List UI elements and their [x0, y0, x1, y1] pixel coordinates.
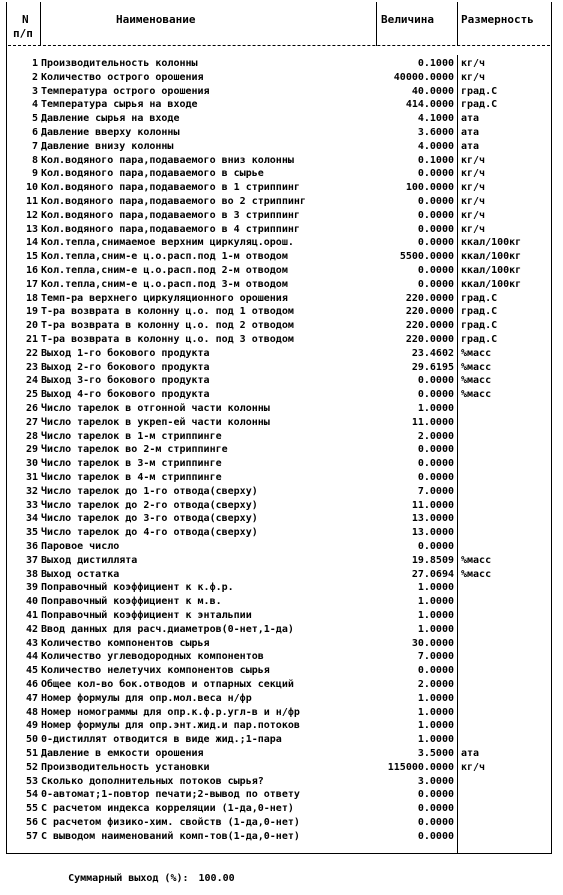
row-number: 3 — [31, 85, 38, 97]
row-number: 50 — [25, 734, 38, 746]
table-row — [0, 181, 563, 195]
row-value: 0.0000 — [417, 196, 454, 207]
row-name: Т-ра возврата в колонну ц.о. под 1 отводом — [41, 306, 294, 318]
table-row — [0, 595, 563, 609]
table-row — [0, 223, 563, 237]
row-number: 30 — [25, 458, 38, 470]
row-name: Паровое число — [41, 541, 120, 552]
row-value: 414.0000 — [405, 99, 454, 111]
table-row — [0, 264, 563, 278]
row-unit: град.С — [461, 306, 498, 318]
row-number: 2 — [31, 71, 38, 83]
row-number: 56 — [25, 817, 38, 828]
frame-bottom — [6, 853, 552, 854]
header-divider — [8, 45, 550, 46]
header-unit: Размерность — [461, 13, 534, 26]
row-number: 33 — [25, 499, 38, 511]
row-number: 7 — [31, 140, 38, 152]
row-unit: град.С — [461, 99, 498, 111]
table-row — [0, 57, 563, 71]
row-value: 0.1000 — [417, 154, 454, 166]
row-unit: град.С — [461, 334, 498, 345]
row-value: 115000.0000 — [387, 761, 454, 773]
row-name: Количество нелетучих компонентов сырья — [41, 665, 270, 677]
row-number: 29 — [25, 444, 38, 456]
row-value: 30.0000 — [411, 637, 454, 649]
table-row — [0, 802, 563, 816]
table-row — [0, 747, 563, 761]
row-value: 29.6195 — [411, 361, 454, 373]
table-row — [0, 292, 563, 306]
row-value: 3.6000 — [417, 127, 454, 138]
row-number: 24 — [25, 375, 38, 387]
row-name: Количество компонентов сырья — [41, 637, 210, 649]
row-number: 41 — [25, 610, 38, 621]
table-row — [0, 457, 563, 471]
table-row — [0, 775, 563, 789]
row-number: 32 — [25, 485, 38, 497]
row-number: 16 — [25, 265, 38, 276]
table-row — [0, 126, 563, 140]
row-unit: кг/ч — [461, 71, 486, 83]
row-number: 22 — [25, 347, 38, 359]
row-value: 1.0000 — [417, 596, 454, 608]
row-unit: %масс — [461, 347, 492, 359]
row-value: 7.0000 — [417, 651, 454, 663]
row-value: 0.0000 — [417, 817, 454, 828]
table-row — [0, 167, 563, 181]
header-name: Наименование — [116, 13, 196, 26]
row-unit: кг/ч — [461, 58, 486, 69]
row-value: 0.0000 — [417, 265, 454, 276]
table-row — [0, 830, 563, 844]
row-value: 4.0000 — [417, 140, 454, 152]
row-number: 13 — [25, 223, 38, 235]
table-row — [0, 209, 563, 223]
row-number: 12 — [25, 209, 38, 221]
row-number: 57 — [25, 830, 38, 842]
row-name: Кол.водяного пара,подаваемого в 4 стриппинг — [41, 223, 300, 235]
row-value: 220.0000 — [405, 320, 454, 332]
row-number: 34 — [25, 513, 38, 525]
header-num-1: N — [22, 13, 29, 26]
row-number: 37 — [25, 554, 38, 566]
row-value: 100.0000 — [405, 182, 454, 194]
row-name: Темп-ра верхнего циркуляционного орошения — [41, 292, 288, 304]
row-unit: ккал/100кг — [461, 237, 522, 249]
row-value: 40.0000 — [411, 85, 454, 97]
row-value: 0.0000 — [417, 789, 454, 801]
row-name: Кол.тепла,сним-е ц.о.расп.под 1-м отводом — [41, 251, 288, 263]
row-number: 5 — [31, 113, 38, 125]
table-row — [0, 664, 563, 678]
row-number: 31 — [25, 472, 38, 483]
row-value: 3.5000 — [417, 748, 454, 759]
row-number: 36 — [25, 541, 38, 552]
row-name: Давление вверху колонны — [41, 127, 180, 138]
row-name: Число тарелок до 1-го отвода(сверху) — [41, 485, 258, 497]
table-row — [0, 499, 563, 513]
row-name: Температура сырья на входе — [41, 99, 198, 111]
table-row — [0, 761, 563, 775]
table-row — [0, 374, 563, 388]
row-number: 28 — [25, 430, 38, 442]
row-name: Т-ра возврата в колонну ц.о. под 3 отводом — [41, 334, 294, 345]
table-row — [0, 733, 563, 747]
row-number: 38 — [25, 568, 38, 580]
row-value: 7.0000 — [417, 485, 454, 497]
row-value: 1.0000 — [417, 706, 454, 718]
row-number: 52 — [25, 761, 38, 773]
row-value: 0.0000 — [417, 803, 454, 815]
row-name: С выводом наименований комп-тов(1-да,0-нет) — [41, 830, 300, 842]
row-name: Число тарелок в 1-м стриппинге — [41, 430, 222, 442]
table-row — [0, 388, 563, 402]
row-name: Количество углеводородных компонентов — [41, 651, 264, 663]
row-name: Выход 1-го бокового продукта — [41, 347, 210, 359]
row-unit: кг/ч — [461, 223, 486, 235]
row-number: 15 — [25, 251, 38, 263]
row-name: Производительность колонны — [41, 58, 198, 69]
table-row — [0, 609, 563, 623]
table-row — [0, 154, 563, 168]
row-value: 0.0000 — [417, 278, 454, 290]
table-row — [0, 361, 563, 375]
row-name: Кол.тепла,сним-е ц.о.расп.под 2-м отводом — [41, 265, 288, 276]
table-row — [0, 719, 563, 733]
row-name: Т-ра возврата в колонну ц.о. под 2 отводом — [41, 320, 294, 332]
header-num-2: п/п — [13, 27, 33, 40]
row-number: 10 — [25, 182, 38, 194]
row-number: 40 — [25, 596, 38, 608]
table-row — [0, 319, 563, 333]
table-row — [0, 788, 563, 802]
table-row — [0, 140, 563, 154]
row-number: 53 — [25, 775, 38, 787]
row-value: 0.0000 — [417, 209, 454, 221]
row-name: Кол.водяного пара,подаваемого вниз колонны — [41, 154, 294, 166]
row-value: 13.0000 — [411, 527, 454, 539]
row-name: Поправочный коэффициент к к.ф.р. — [41, 582, 234, 594]
row-value: 13.0000 — [411, 513, 454, 525]
row-name: Выход дистиллята — [41, 554, 138, 566]
table-row — [0, 706, 563, 720]
table-row — [0, 623, 563, 637]
row-unit: %масс — [461, 361, 492, 373]
table-row — [0, 650, 563, 664]
table-row — [0, 526, 563, 540]
row-value: 220.0000 — [405, 334, 454, 345]
row-value: 11.0000 — [411, 499, 454, 511]
row-number: 35 — [25, 527, 38, 539]
row-value: 0.0000 — [417, 665, 454, 677]
table-row — [0, 195, 563, 209]
row-number: 47 — [25, 692, 38, 704]
row-number: 1 — [31, 58, 38, 69]
table-row — [0, 85, 563, 99]
table-row — [0, 416, 563, 430]
table-row — [0, 485, 563, 499]
row-value: 0.0000 — [417, 168, 454, 180]
row-value: 0.1000 — [417, 58, 454, 69]
row-value: 0.0000 — [417, 541, 454, 552]
row-name: Выход 2-го бокового продукта — [41, 361, 210, 373]
row-name: Давление сырья на входе — [41, 113, 180, 125]
row-value: 220.0000 — [405, 306, 454, 318]
row-value: 1.0000 — [417, 403, 454, 414]
row-name: Давление внизу колонны — [41, 140, 174, 152]
row-number: 17 — [25, 278, 38, 290]
row-number: 4 — [31, 99, 38, 111]
total-yield-value: 100.00 — [198, 873, 235, 884]
row-unit: кг/ч — [461, 154, 486, 166]
row-value: 0.0000 — [417, 458, 454, 470]
row-name: Кол.водяного пара,подаваемого в 1 стриппинг — [41, 182, 300, 194]
row-unit: ккал/100кг — [461, 265, 522, 276]
table-row — [0, 554, 563, 568]
row-unit: кг/ч — [461, 196, 486, 207]
row-number: 27 — [25, 416, 38, 428]
row-number: 23 — [25, 361, 38, 373]
row-name: С расчетом индекса корреляции (1-да,0-нет) — [41, 803, 294, 815]
row-unit: ата — [461, 140, 480, 152]
row-name: Кол.тепла,снимаемое верхним циркуляц.орош. — [41, 237, 294, 249]
row-name: Число тарелок до 3-го отвода(сверху) — [41, 513, 258, 525]
row-name: Число тарелок в укреп-ей части колонны — [41, 416, 270, 428]
sep-num — [40, 2, 41, 46]
row-number: 46 — [25, 679, 38, 690]
row-number: 20 — [25, 320, 38, 332]
row-number: 39 — [25, 582, 38, 594]
row-unit: град.С — [461, 292, 498, 304]
table-row — [0, 347, 563, 361]
total-yield — [44, 862, 245, 895]
row-value: 5500.0000 — [399, 251, 454, 263]
row-name: Ввод данных для расч.диаметров(0-нет,1-да) — [41, 623, 294, 635]
row-unit: %масс — [461, 375, 492, 387]
row-value: 1.0000 — [417, 582, 454, 594]
row-value: 2.0000 — [417, 430, 454, 442]
sep-name — [376, 2, 377, 46]
row-unit: град.С — [461, 85, 498, 97]
row-number: 42 — [25, 623, 38, 635]
row-number: 8 — [31, 154, 38, 166]
row-unit: %масс — [461, 568, 492, 580]
table-row — [0, 678, 563, 692]
row-number: 18 — [25, 292, 38, 304]
row-name: Номер номограммы для опр.к.ф.р.угл-в и н/фр — [41, 706, 300, 718]
table-row — [0, 236, 563, 250]
table-row — [0, 637, 563, 651]
row-unit: кг/ч — [461, 761, 486, 773]
row-number: 45 — [25, 665, 38, 677]
row-name: Выход 4-го бокового продукта — [41, 389, 210, 401]
table-row — [0, 402, 563, 416]
row-value: 0.0000 — [417, 830, 454, 842]
row-name: Кол.тепла,сним-е ц.о.расп.под 3-м отводом — [41, 278, 288, 290]
table-row — [0, 305, 563, 319]
table-row — [0, 540, 563, 554]
row-value: 3.0000 — [417, 775, 454, 787]
row-value: 19.8509 — [411, 554, 454, 566]
row-value: 1.0000 — [417, 623, 454, 635]
table-row — [0, 471, 563, 485]
row-value: 0.0000 — [417, 444, 454, 456]
row-unit: ккал/100кг — [461, 251, 522, 263]
header-value: Величина — [381, 13, 434, 26]
row-unit: град.С — [461, 320, 498, 332]
row-name: Поправочный коэффициент к энтальпии — [41, 610, 252, 621]
row-unit: кг/ч — [461, 209, 486, 221]
row-name: Поправочный коэффициент к м.в. — [41, 596, 222, 608]
row-number: 14 — [25, 237, 38, 249]
row-number: 6 — [31, 127, 38, 138]
row-value: 23.4602 — [411, 347, 454, 359]
table-row — [0, 430, 563, 444]
row-unit: ккал/100кг — [461, 278, 522, 290]
row-number: 11 — [25, 196, 38, 207]
row-value: 2.0000 — [417, 679, 454, 690]
row-value: 0.0000 — [417, 389, 454, 401]
row-number: 25 — [25, 389, 38, 401]
row-number: 55 — [25, 803, 38, 815]
row-value: 1.0000 — [417, 692, 454, 704]
row-name: Температура острого орошения — [41, 85, 210, 97]
row-number: 26 — [25, 403, 38, 414]
row-name: Сколько дополнительных потоков сырья? — [41, 775, 264, 787]
row-name: Число тарелок во 2-м стриппинге — [41, 444, 228, 456]
row-name: Номер формулы для опр.мол.веса н/фр — [41, 692, 252, 704]
row-number: 48 — [25, 706, 38, 718]
row-name: Количество острого орошения — [41, 71, 204, 83]
row-unit: ата — [461, 113, 480, 125]
row-name: 0-дистиллят отводится в виде жид.;1-пара — [41, 734, 282, 746]
row-name: Кол.водяного пара,подаваемого в 3 стриппинг — [41, 209, 300, 221]
row-name: Кол.водяного пара,подаваемого в сырье — [41, 168, 264, 180]
total-yield-label: Суммарный выход (%): — [68, 873, 189, 884]
row-name: 0-автомат;1-повтор печати;2-вывод по ответу — [41, 789, 300, 801]
row-value: 220.0000 — [405, 292, 454, 304]
table-row — [0, 112, 563, 126]
table-row — [0, 333, 563, 347]
row-value: 40000.0000 — [393, 71, 454, 83]
row-value: 1.0000 — [417, 734, 454, 746]
row-value: 0.0000 — [417, 375, 454, 387]
row-name: Выход 3-го бокового продукта — [41, 375, 210, 387]
row-name: Общее кол-во бок.отводов и отпарных секций — [41, 679, 294, 690]
row-number: 54 — [25, 789, 38, 801]
table-row — [0, 568, 563, 582]
row-name: Число тарелок до 2-го отвода(сверху) — [41, 499, 258, 511]
row-value: 0.0000 — [417, 472, 454, 483]
row-unit: %масс — [461, 554, 492, 566]
row-value: 27.0694 — [411, 568, 454, 580]
row-name: Число тарелок в отгонной части колонны — [41, 403, 270, 414]
sep-value-header — [457, 2, 458, 46]
row-unit: ата — [461, 127, 480, 138]
row-name: Число тарелок в 3-м стриппинге — [41, 458, 222, 470]
row-number: 21 — [25, 334, 38, 345]
row-value: 11.0000 — [411, 416, 454, 428]
row-number: 49 — [25, 720, 38, 732]
row-name: Номер формулы для опр.энт.жид.и пар.потоков — [41, 720, 300, 732]
table-row — [0, 581, 563, 595]
table-row — [0, 278, 563, 292]
row-name: Давление в емкости орошения — [41, 748, 204, 759]
table-row — [0, 692, 563, 706]
row-unit: %масс — [461, 389, 492, 401]
row-unit: ата — [461, 748, 480, 759]
row-number: 51 — [25, 748, 38, 759]
row-value: 4.1000 — [417, 113, 454, 125]
row-number: 43 — [25, 637, 38, 649]
row-value: 0.0000 — [417, 237, 454, 249]
table-row — [0, 98, 563, 112]
row-name: Производительность установки — [41, 761, 210, 773]
row-name: Число тарелок в 4-м стриппинге — [41, 472, 222, 483]
row-value: 1.0000 — [417, 720, 454, 732]
row-unit: кг/ч — [461, 168, 486, 180]
row-name: Кол.водяного пара,подаваемого во 2 стриппинг — [41, 196, 306, 207]
row-name: Число тарелок до 4-го отвода(сверху) — [41, 527, 258, 539]
table-row — [0, 71, 563, 85]
row-name: С расчетом физико-хим. свойств (1-да,0-нет) — [41, 817, 300, 828]
row-name: Выход остатка — [41, 568, 120, 580]
row-number: 19 — [25, 306, 38, 318]
row-number: 44 — [25, 651, 38, 663]
row-value: 0.0000 — [417, 223, 454, 235]
table-row — [0, 512, 563, 526]
row-unit: кг/ч — [461, 182, 486, 194]
table-row — [0, 250, 563, 264]
table-row — [0, 443, 563, 457]
table-row — [0, 816, 563, 830]
row-value: 1.0000 — [417, 610, 454, 621]
row-number: 9 — [31, 168, 38, 180]
